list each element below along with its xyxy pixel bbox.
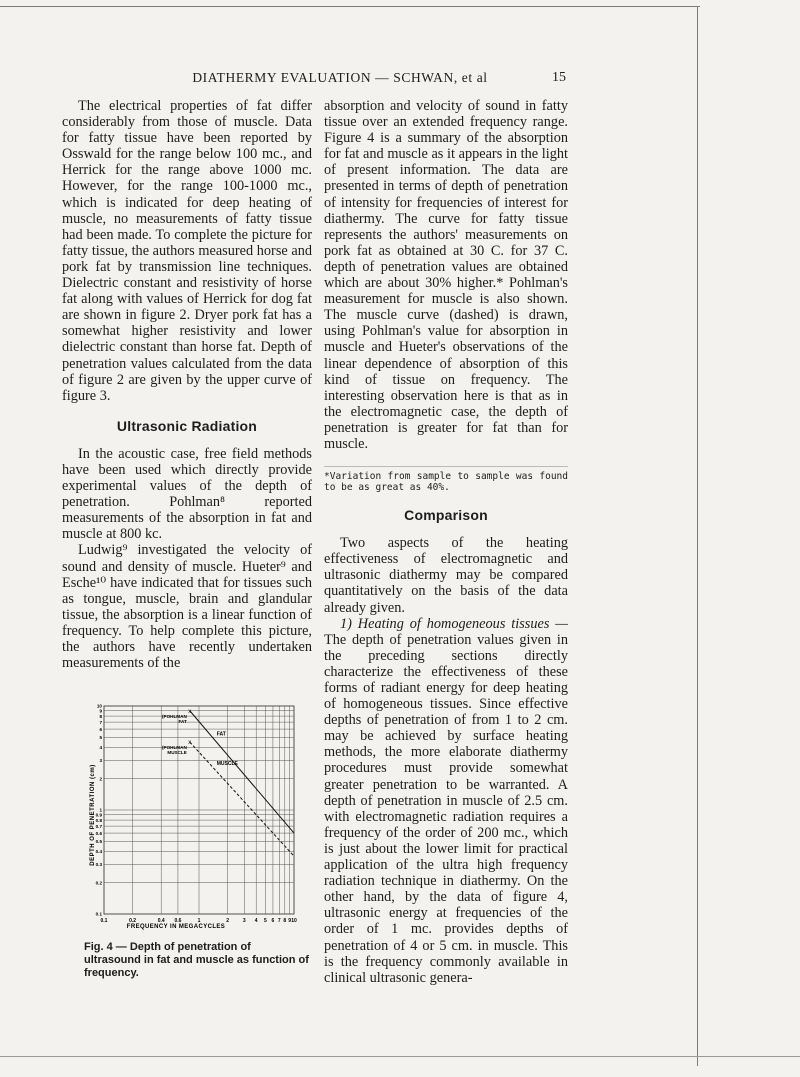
point-marker: x [188, 740, 192, 747]
y-tick-label: 2 [99, 776, 102, 782]
x-tick-label: 3 [242, 918, 246, 924]
x-tick-label: 0.2 [129, 918, 137, 924]
figure-caption: Fig. 4 — Depth of penetration of ultrasound in fat and muscle as function of frequency. [84, 941, 309, 979]
chart-series [188, 708, 294, 856]
paragraph-lead: 1) Heating of homogeneous tissues — [340, 615, 568, 632]
x-tick-label: 4 [254, 918, 258, 924]
y-tick-label: 10 [96, 703, 102, 709]
paragraph: The electrical properties of fat differ considerably from those of muscle. Data for fatty tissue have been reported by Osswald for the range below 100 mc., and Herrick for the range above 1000 mc. However, for the range 100-1000 mc., which is indicated for deep heating of muscle, no measurements of fatty tissue had been made. To complete the picture for fatty tissue, the authors measured horse and pork fat by transmission line techniques. Dielectric constant and resistivity of horse fat along with values of Herrick for dog fat are shown in figure 2. Dryer pork fat has a somewhat higher resistivity and lower dielectric constant than horse fat. Depth of penetration values calculated from the data of figure 2 are given by the upper curve of figure 3. [62, 98, 312, 404]
paragraph: Ludwig⁹ investigated the velocity of sound and density of muscle. Hueter⁹ and Esche¹⁰ have indicated that for tissues such as tongue, muscle, brain and glandular tissue, the absorption is a linear function of frequency. To help complete this picture, the authors have recently undertaken measurements of the [62, 542, 312, 672]
x-tick-label: 7 [277, 918, 281, 924]
scan-edge-top [0, 6, 700, 7]
x-tick-label: 0.4 [157, 918, 165, 924]
y-tick-label: 0.5 [95, 839, 102, 845]
annotation-label: FAT [178, 718, 187, 724]
y-tick-label: 3 [99, 758, 102, 764]
x-tick-label: 0.6 [174, 918, 182, 924]
y-tick-label: 6 [99, 726, 102, 732]
chart-ticks [96, 704, 297, 924]
paragraph: In the acoustic case, free field methods have been used which directly provide experimental values of the depth of penetration. Pohlman⁸ reported measurements of the absorption in fat and muscle at 800 kc. [62, 445, 312, 543]
y-tick-label: 1 [99, 807, 102, 813]
y-tick-label: 0.8 [95, 817, 102, 823]
x-tick-label: 2 [226, 918, 229, 924]
y-tick-label: 0.3 [95, 862, 102, 868]
annotation-label: MUSCLE [167, 750, 187, 756]
chart-annotations [162, 709, 191, 755]
series-label: MUSCLE [216, 761, 238, 768]
x-tick-label: 6 [271, 918, 275, 924]
series-label: FAT [216, 731, 226, 738]
x-axis-label: FREQUENCY IN MEGACYCLES [126, 924, 226, 930]
series-line-muscle [190, 742, 294, 856]
penetration-chart [86, 700, 306, 930]
y-axis-label: DEPTH OF PENETRATION (cm) [90, 764, 96, 866]
section-heading-comparison: Comparison [404, 507, 488, 524]
paragraph: Two aspects of the heating effectiveness of electromagnetic and ultrasonic diathermy may be compared quantitatively on the basis of the data already given. [324, 535, 568, 616]
annotation-label: (POHLMAN [162, 745, 187, 751]
y-tick-label: 0.1 [95, 911, 102, 917]
x-tick-label: 5 [264, 918, 267, 924]
y-tick-label: 0.9 [95, 812, 102, 818]
paragraph: absorption and velocity of sound in fatty tissue over an extended frequency range. Figure 4 is a summary of the absorption for fat and muscle as it appears in the light of present information. The data are presented in terms of depth of penetration of intensity for frequencies of interest for diathermy. The curve for fatty tissue represents the authors' measurements on pork fat as obtained at 30 C. for 37 C. depth of penetration values are obtained which are about 30% higher.* Pohlman's measurement for muscle is also shown. The muscle curve (dashed) is drawn, using Pohlman's value for absorption in muscle and Hueter's observations of the linear dependence of absorption of this kind of tissue on frequency. The interesting observation here is that as in the electromagnetic case, the depth of penetration is greater for fat than for muscle. [324, 98, 568, 452]
y-tick-label: 0.6 [95, 830, 102, 836]
x-tick-label: 0.1 [100, 918, 108, 924]
y-tick-label: 5 [99, 735, 102, 741]
paragraph [324, 616, 568, 986]
x-tick-label: 9 [288, 918, 292, 924]
page-number: 15 [552, 70, 566, 85]
section-heading-ultrasonic: Ultrasonic Radiation [116, 417, 258, 434]
y-tick-label: 4 [99, 745, 102, 751]
running-header: DIATHERMY EVALUATION — SCHWAN, et al [192, 70, 488, 85]
y-tick-label: 0.7 [95, 823, 102, 829]
annotation-label: (POHLMAN [162, 713, 187, 719]
right-column [324, 98, 568, 986]
left-column [62, 98, 312, 671]
footnote: *Variation from sample to sample was found to be as great as 40%. [324, 466, 568, 493]
chart-grid [104, 706, 294, 914]
y-tick-label: 0.2 [95, 880, 102, 886]
scan-edge-right [697, 6, 698, 1066]
y-tick-label: 8 [99, 713, 102, 719]
x-tick-label: 1 [197, 918, 201, 924]
paragraph-body: The depth of penetration values given in the preceding sections directly characterize the effectiveness of these forms of radiant energy for deep heating of homogeneous tissues. Since effective depths of penetration of from 1 to 2 cm. may be achieved by surface heating methods, the more elaborate diathermy procedures must provide somewhat greater penetration to be warranted. A depth of penetration in muscle of 2.5 cm. with electromagnetic radiation requires a frequency of the order of 200 mc., which is just about the lower limit for practical application of the ultra high frequency radiation technique in diathermy. On the other hand, by the data of figure 4, ultrasonic energy at frequencies of the order of 1 mc. provides depths of penetration of 4 or 5 cm. in muscle. This is the frequency commonly available in clinical ultrasonic genera- [324, 631, 568, 986]
y-tick-label: 0.4 [95, 849, 102, 855]
scan-edge-bottom [0, 1056, 800, 1057]
x-tick-label: 8 [283, 918, 287, 924]
y-tick-label: 9 [99, 708, 102, 714]
y-tick-label: 7 [99, 719, 102, 725]
point-marker: x [188, 708, 192, 715]
x-tick-label: 10 [291, 918, 297, 924]
